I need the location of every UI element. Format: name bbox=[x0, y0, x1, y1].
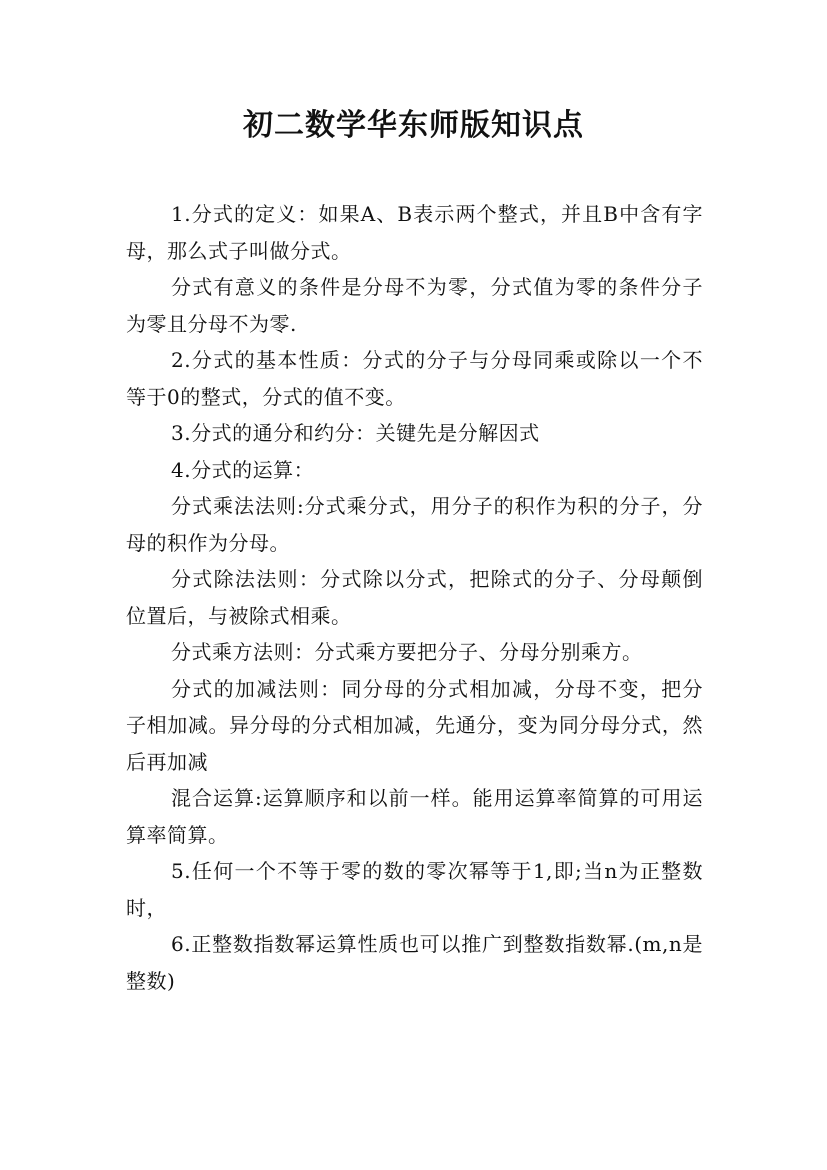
paragraph-power-rule: 分式乘方法则：分式乘方要把分子、分母分别乘方。 bbox=[171, 640, 643, 664]
paragraph-basic-property: 2.分式的基本性质：分式的分子与分母同乘或除以一个不等于0的整式，分式的值不变。 bbox=[126, 348, 703, 409]
paragraph-multiplication-rule: 分式乘法法则:分式乘分式，用分子的积作为积的分子，分母的积作为分母。 bbox=[126, 494, 703, 555]
paragraph-addition-rule: 分式的加减法则：同分母的分式相加减，分母不变，把分子相加减。异分母的分式相加减，先通分，变为同分母分式，然后再加减 bbox=[126, 676, 703, 774]
paragraph-fraction-conditions: 分式有意义的条件是分母不为零，分式值为零的条件分子为零且分母不为零. bbox=[126, 275, 703, 336]
paragraph-zero-exponent: 5.任何一个不等于零的数的零次幂等于1,即;当n为正整数时， bbox=[126, 859, 703, 920]
document-title: 初二数学华东师版知识点 bbox=[243, 108, 584, 143]
paragraph-reduction: 3.分式的通分和约分：关键先是分解因式 bbox=[171, 421, 540, 445]
document-body bbox=[126, 196, 703, 999]
paragraph-integer-exponent: 6.正整数指数幂运算性质也可以推广到整数指数幂.(m,n是整数) bbox=[126, 932, 703, 993]
paragraph-operations-heading: 4.分式的运算： bbox=[171, 457, 315, 482]
paragraph-division-rule: 分式除法法则：分式除以分式，把除式的分子、分母颠倒位置后，与被除式相乘。 bbox=[126, 567, 703, 628]
paragraph-mixed-operations: 混合运算:运算顺序和以前一样。能用运算率简算的可用运算率简算。 bbox=[126, 786, 703, 847]
paragraph-fraction-definition: 1.分式的定义：如果A、B表示两个整式，并且B中含有字母，那么式子叫做分式。 bbox=[126, 202, 703, 263]
